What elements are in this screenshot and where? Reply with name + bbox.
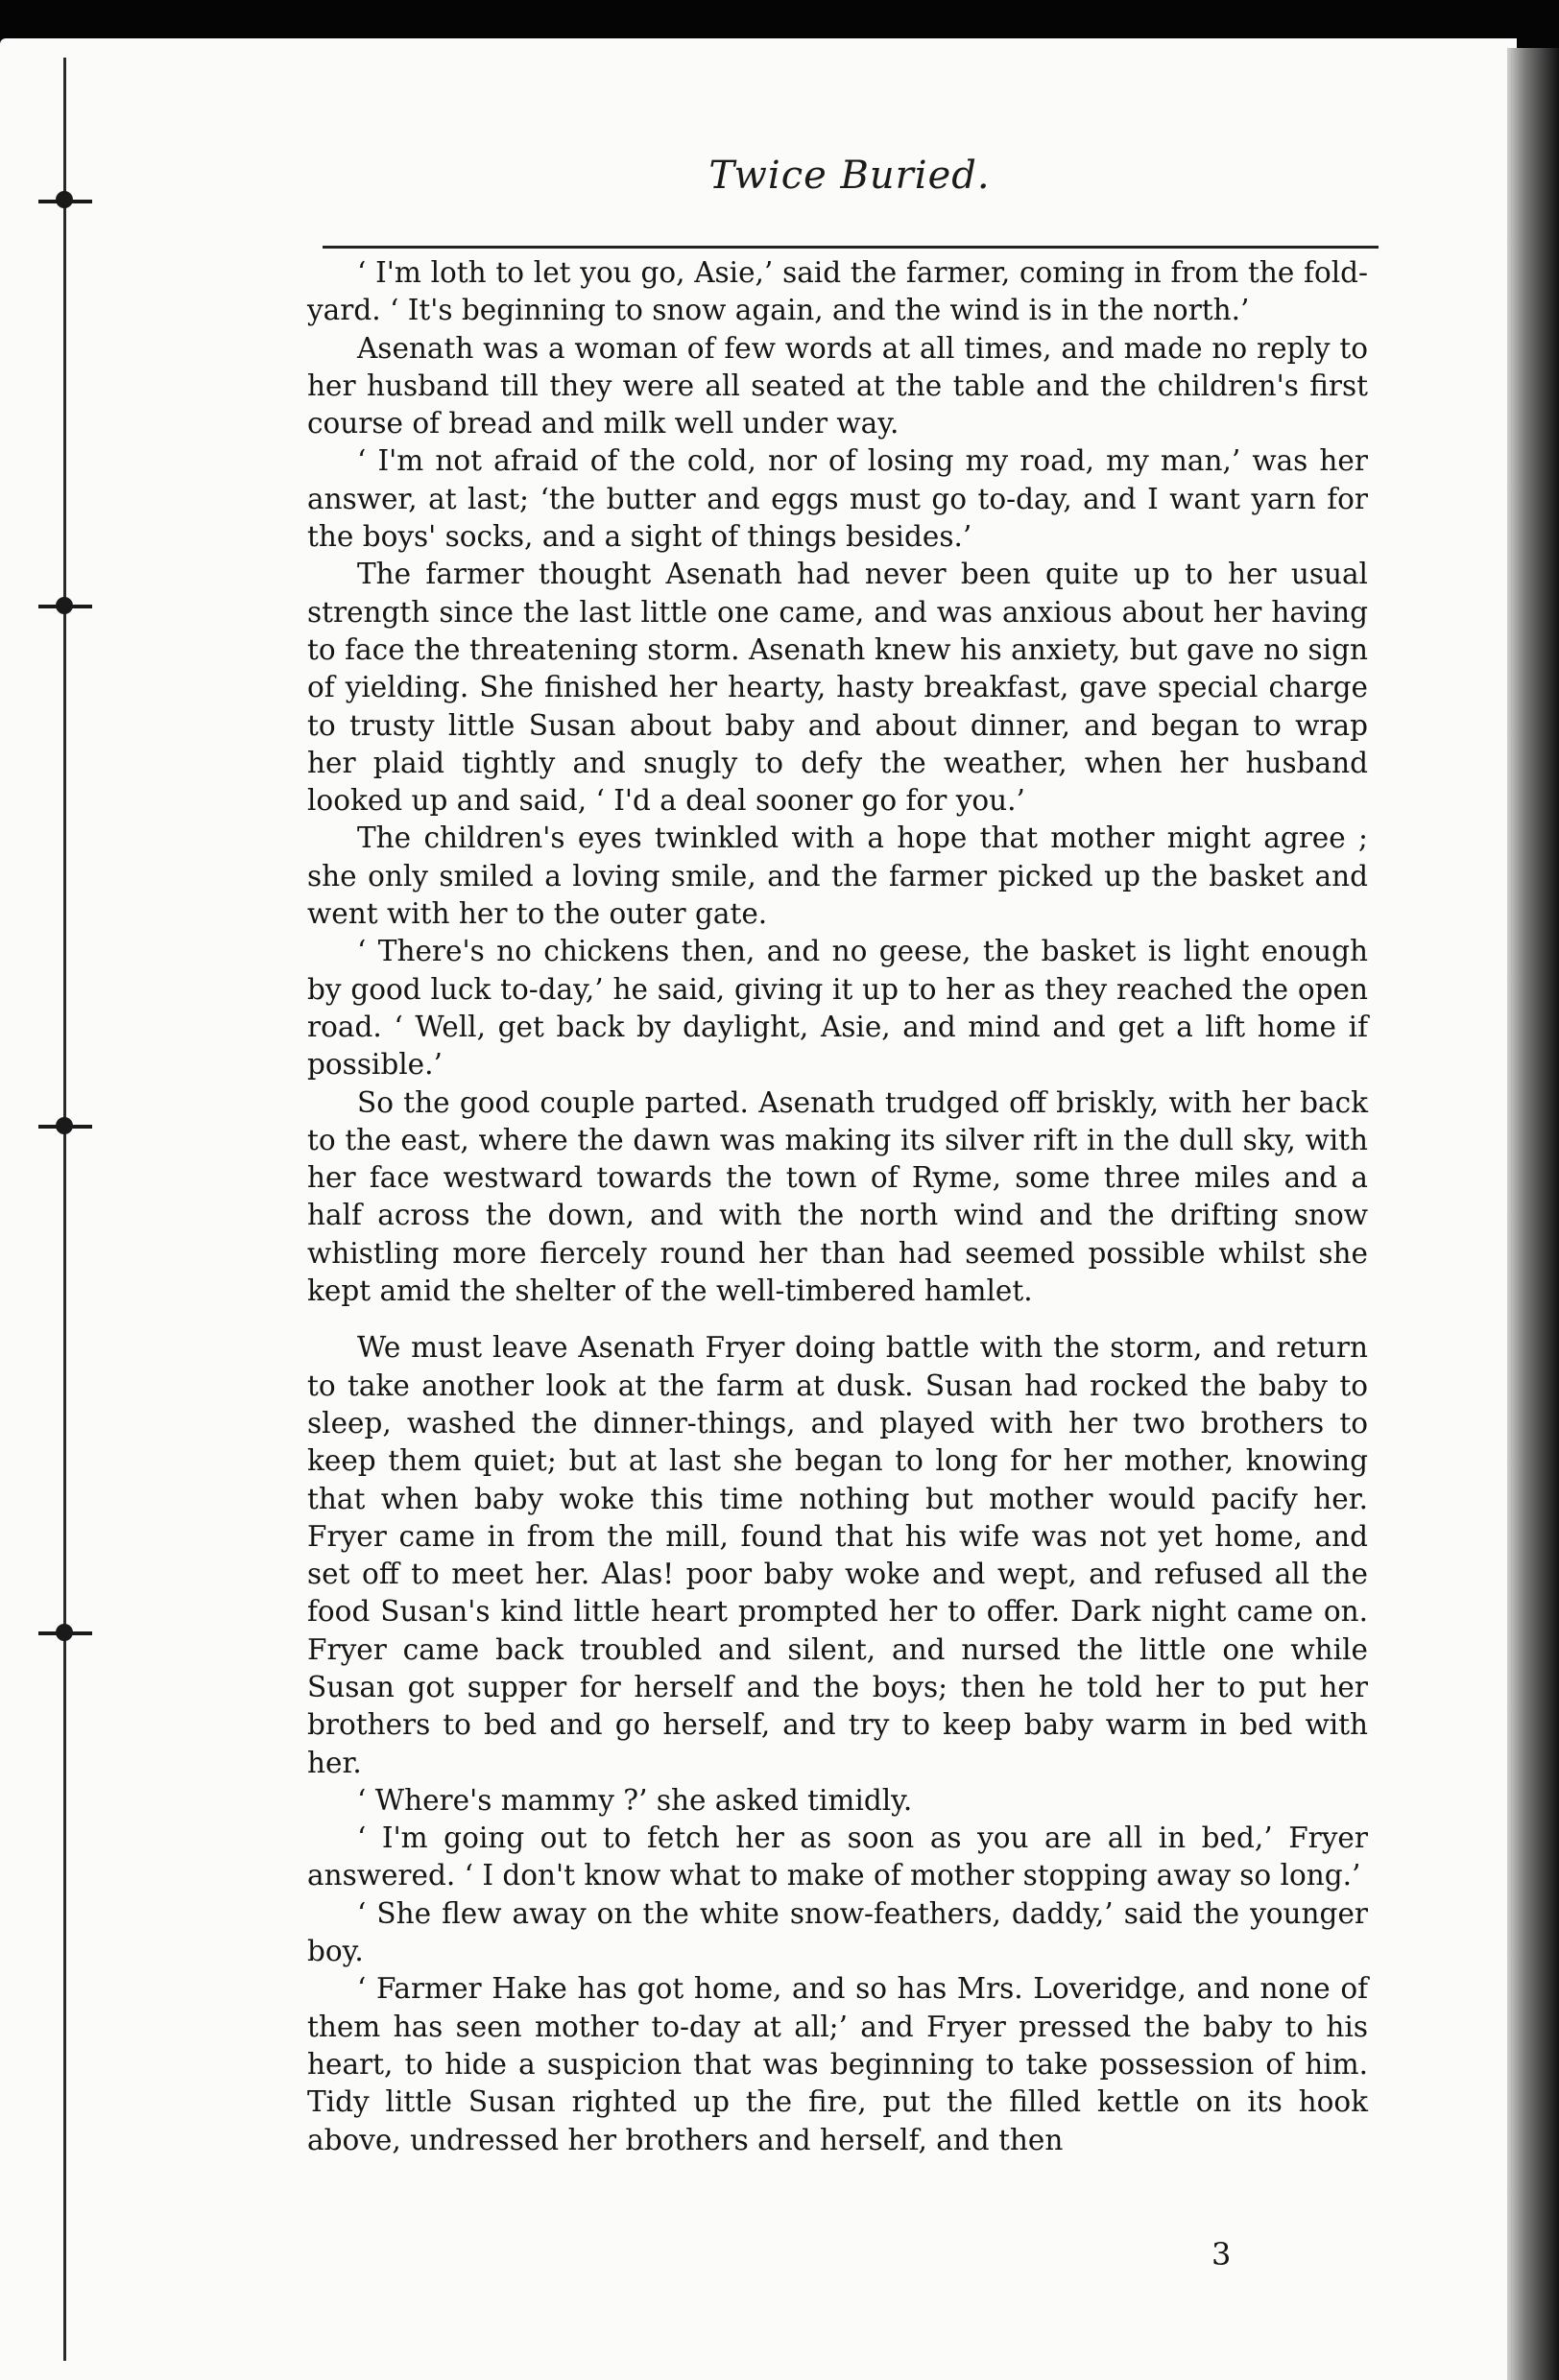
paragraph: ‘ She flew away on the white snow-feathers, daddy,’ said the younger boy. xyxy=(307,1896,1368,1968)
paragraph: ‘ I'm loth to let you go, Asie,’ said the farmer, coming in from the fold-yard. ‘ It's beginning to snow again, and the wind is in the north.’ xyxy=(307,256,1368,327)
binding-knot xyxy=(56,191,73,208)
paragraph: ‘ I'm not afraid of the cold, nor of losing my road, my man,’ was her answer, at last; ‘the butter and eggs must go to-day, and I want yarn for the boys' socks, and a sight of things besides.’ xyxy=(307,444,1368,554)
binding-knot xyxy=(56,1624,73,1641)
binding-knot xyxy=(56,1117,73,1134)
running-head: Twice Buried. xyxy=(708,154,991,198)
paragraph: ‘ There's no chickens then, and no geese, the basket is light enough by good luck to-day,’ he said, giving it up to her as they reached the open road. ‘ Well, get back by daylight, Asie, and mind and get a lift home if possible.’ xyxy=(307,935,1368,1082)
body-text xyxy=(307,254,1368,2159)
paragraph: The farmer thought Asenath had never been quite up to her usual strength since the last little one came, and was anxious about her having to face the threatening storm. Asenath knew his anxiety, but gave no sign of yielding. She finished her hearty, hasty breakfast, gave special charge to trusty little Susan about baby and about dinner, and began to wrap her plaid tightly and snugly to defy the weather, when her husband looked up and said, ‘ I'd a deal sooner go for you.’ xyxy=(307,558,1368,818)
paragraph: ‘ I'm going out to fetch her as soon as you are all in bed,’ Fryer answered. ‘ I don't know what to make of mother stopping away so long.’ xyxy=(307,1821,1368,1892)
paragraph: We must leave Asenath Fryer doing battle with the storm, and return to take another look at the farm at dusk. Susan had rocked the baby to sleep, washed the dinner-things, and played with her two brothers to keep them quiet; but at last she began to long for her mother, knowing that when baby woke this time nothing but mother would pacify her. Fryer came in from the mill, found that his wife was not yet home, and set off to meet her. Alas! poor baby woke and wept, and refused all the food Susan's kind little heart prompted her to offer. Dark night came on. Fryer came back troubled and silent, and nursed the little one while Susan got supper for herself and the boys; then he told her to put her brothers to bed and go herself, and try to keep baby warm in bed with her. xyxy=(307,1331,1368,1779)
binding-knot xyxy=(56,597,73,614)
page-header xyxy=(317,154,1382,230)
paragraph: So the good couple parted. Asenath trudged off briskly, with her back to the east, where the dawn was making its silver rift in the dull sky, with her face westward towards the town of Ryme, some three miles and a half across the down, and with the north wind and the drifting snow whistling more fiercely round her than had seemed possible whilst she kept amid the shelter of the well-timbered hamlet. xyxy=(307,1085,1368,1308)
paragraph: Asenath was a woman of few words at all times, and made no reply to her husband till they were all seated at the table and the children's first course of bread and milk well under way. xyxy=(307,331,1368,440)
paragraph: The children's eyes twinkled with a hope that mother might agree ; she only smiled a loving smile, and the farmer picked up the basket and went with her to the outer gate. xyxy=(307,821,1368,931)
paragraph: ‘ Farmer Hake has got home, and so has Mrs. Loveridge, and none of them has seen mother to-day at all;’ and Fryer pressed the baby to his heart, to hide a suspicion that was beginning to take possession of him. Tidy little Susan righted up the fire, put the filled kettle on its hook above, undressed her brothers and herself, and then xyxy=(307,1972,1368,2156)
page-edge-shadow xyxy=(1507,48,1559,2380)
page-number: 3 xyxy=(1211,2236,1232,2273)
header-rule xyxy=(323,246,1379,249)
binding-thread xyxy=(63,58,66,2361)
paragraph: ‘ Where's mammy ?’ she asked timidly. xyxy=(357,1783,913,1817)
